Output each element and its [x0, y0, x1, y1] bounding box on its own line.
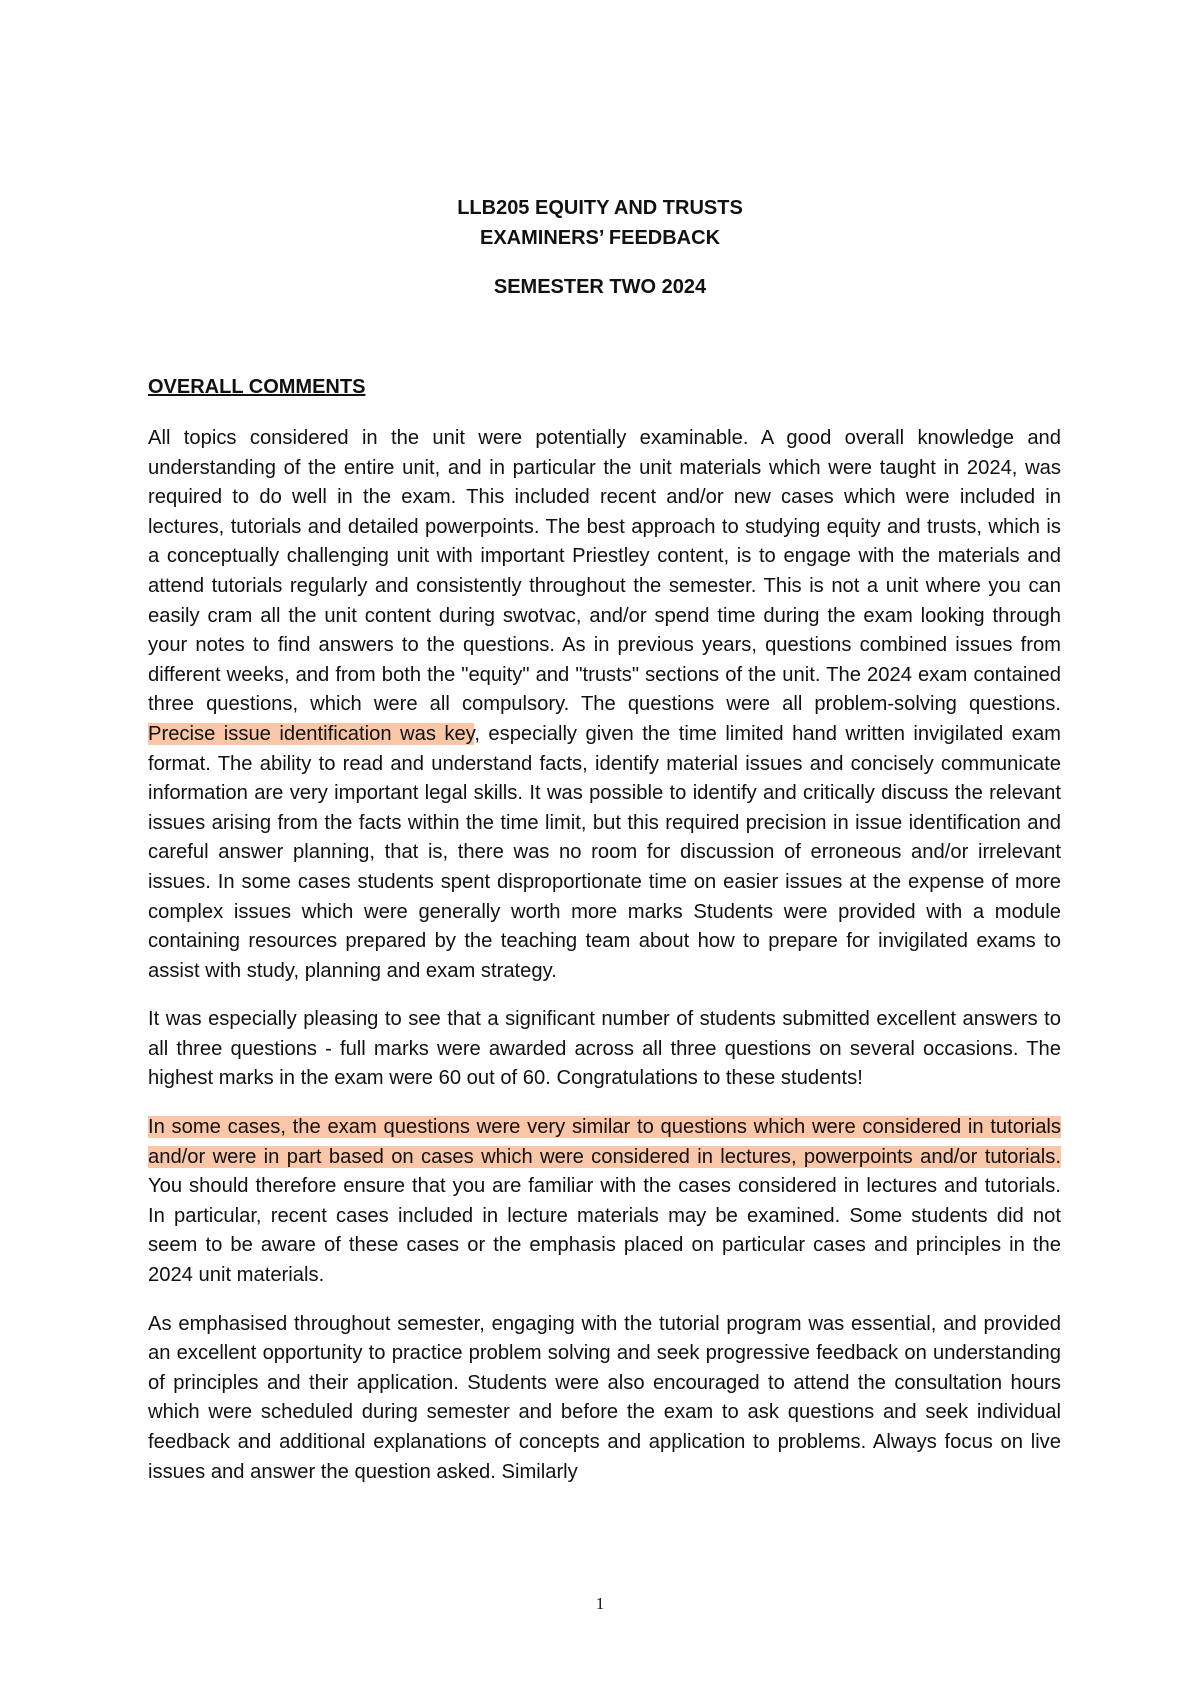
highlighted-text: In some cases, the exam questions were very similar to questions which were considered in tutorials and/or were in part based on cases which were considered in lectures, powerpoints and/or tutorials.	[148, 1116, 1061, 1168]
highlighted-text: Precise issue identification was key	[148, 722, 475, 745]
paragraph-similar-questions	[148, 1113, 1061, 1291]
document-heading	[0, 193, 1200, 302]
document-title: LLB205 EQUITY AND TRUSTS	[457, 197, 743, 219]
paragraph-text: , especially given the time limited hand written invigilated exam format. The ability to read and understand facts, identify material issues and concisely communicate information are very important legal skills. It was possible to identify and critically discuss the relevant issues arising from the facts within the time limit, but this required precision in issue identification and careful answer planning, that is, there was no room for discussion of erroneous and/or irrelevant issues. In some cases students spent disproportionate time on easier issues at the expense of more complex issues which were generally worth more marks Students were provided with a module containing resources prepared by the teaching team about how to prepare for invigilated exams to assist with study, planning and exam strategy.	[148, 722, 1061, 982]
paragraph-congratulations: It was especially pleasing to see that a significant number of students submitted excellent answers to all three questions - full marks were awarded across all three questions on several occasions. The highest marks in the exam were 60 out of 60. Congratulations to these students!	[148, 1008, 1061, 1090]
paragraph-tutorial-program: As emphasised throughout semester, engaging with the tutorial program was essential, and provided an excellent opportunity to practice problem solving and seek progressive feedback on understanding of principles and their application. Students were also encouraged to attend the consultation hours which were scheduled during semester and before the exam to ask questions and seek individual feedback and additional explanations of concepts and application to problems. Always focus on live issues and answer the question asked. Similarly	[148, 1312, 1061, 1483]
paragraph-text: All topics considered in the unit were potentially examinable. A good overall knowledge and understanding of the entire unit, and in particular the unit materials which were taught in 2024, was required to do well in the exam. This included recent and/or new cases which were included in lectures, tutorials and detailed powerpoints. The best approach to studying equity and trusts, which is a conceptually challenging unit with important Priestley content, is to engage with the materials and attend tutorials regularly and consistently throughout the semester. This is not a unit where you can easily cram all the unit content during swotvac, and/or spend time during the exam looking through your notes to find answers to the questions. As in previous years, questions combined issues from different weeks, and from both the "equity" and "trusts" sections of the unit. The 2024 exam contained three questions, which were all compulsory. The questions were all problem-solving questions.	[148, 427, 1061, 716]
document-body	[148, 424, 1061, 1506]
document-subtitle: EXAMINERS’ FEEDBACK	[479, 227, 721, 249]
semester-label: SEMESTER TWO 2024	[493, 276, 707, 298]
paragraph-text: You should therefore ensure that you are familiar with the cases considered in lectures and tutorials. In particular, recent cases included in lecture materials may be examined. Some students did not seem to be aware of these cases or the emphasis placed on particular cases and principles in the 2024 unit materials.	[148, 1175, 1061, 1287]
page-number: 1	[595, 1594, 605, 1613]
paragraph-overall	[148, 424, 1061, 986]
section-heading-overall-comments: OVERALL COMMENTS	[148, 376, 366, 398]
